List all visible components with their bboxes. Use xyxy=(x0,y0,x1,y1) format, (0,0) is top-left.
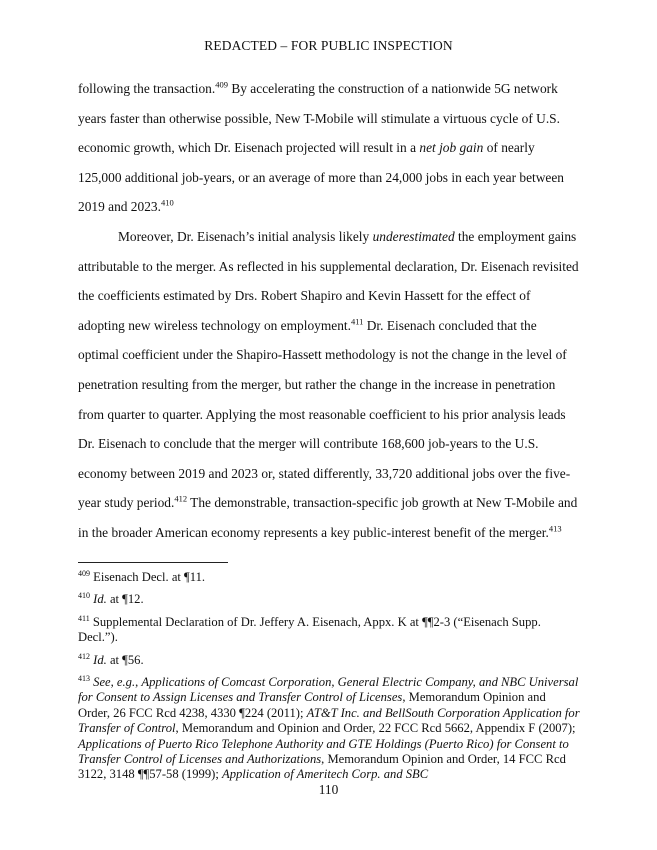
page-header: REDACTED – FOR PUBLIC INSPECTION xyxy=(204,38,453,53)
footnote-ref-410[interactable]: 410 xyxy=(160,197,174,208)
footnote-text: Eisenach Decl. at ¶11. xyxy=(90,570,206,584)
footnote-text: Supplemental Declaration of Dr. Jeffery A. Eisenach, Appx. K at ¶¶2-3 (“Eisenach Supp. Decl.”). xyxy=(78,614,541,645)
emphasis: Id. xyxy=(93,652,107,667)
case-citation: AT&T Inc. and BellSouth Corporation Application for Transfer of Control xyxy=(78,705,580,736)
emphasis: underestimated xyxy=(372,228,455,244)
emphasis: See, e.g. xyxy=(93,675,136,690)
case-citation: Applications of Puerto Rico Telephone Authority and GTE Holdings (Puerto Rico) for Consent to Transfer Control of Licenses and Authorizations xyxy=(78,736,569,767)
footnote-409 xyxy=(78,570,580,585)
text-run: Dr. Eisenach concluded that the optimal coefficient under the Shapiro-Hassett methodology is not the change in the level of penetration resulting from the merger, but rather the change in the increase in penetration from quarter to quarter. Applying the most reasonable coefficient to his prior analysis leads Dr. Eisenach to conclude that the merger will contribute 168,600 job-years to the U.S. economy between 2019 and 2023 or, stated differently, 33,720 additional jobs over the five-year study period. xyxy=(78,317,571,511)
footnote-text: , Memorandum Opinion and Order, 14 FCC Rcd 3122, 3148 ¶¶57-58 (1999); xyxy=(78,752,566,782)
footnote-ref-412[interactable]: 412 xyxy=(174,493,188,504)
text-run: the employment gains attributable to the merger. As reflected in his supplemental declaration, Dr. Eisenach revisited the coefficients estimated by Drs. Robert Shapiro and Kevin Hassett for the effect of adopting new wireless technology on employment. xyxy=(78,228,579,333)
page-number: 110 xyxy=(318,782,339,797)
text-run: The demonstrable, transaction-specific job growth at New T-Mobile and in the broader American economy represents a key public-interest benefit of the merger. xyxy=(78,495,578,540)
footnote-413 xyxy=(78,675,580,783)
footnote-divider xyxy=(78,562,228,563)
footnote-ref-411[interactable]: 411 xyxy=(350,316,364,327)
paragraph-2 xyxy=(78,222,580,548)
footnote-number: 412 xyxy=(78,651,90,661)
footnote-number: 409 xyxy=(78,568,90,578)
text-run: of nearly 125,000 additional job-years, or an average of more than 24,000 jobs in each year between 2019 and 2023. xyxy=(78,140,564,215)
footnote-ref-409[interactable]: 409 xyxy=(215,79,228,90)
footnote-number: 413 xyxy=(78,673,90,683)
footnote-411 xyxy=(78,615,580,646)
footnote-412 xyxy=(78,653,580,668)
case-citation: Applications of Comcast Corporation, General Electric Company, and NBC Universal for Consent to Assign Licenses and Transfer Control of Licenses xyxy=(78,675,579,705)
footnote-text: , Memorandum Opinion and Order, 26 FCC Rcd 4238, 4330 ¶224 (2011); xyxy=(78,690,546,720)
text-run: Moreover, Dr. Eisenach’s initial analysis likely xyxy=(118,228,373,244)
footnote-number: 411 xyxy=(78,613,90,623)
footnote-number: 410 xyxy=(78,591,90,601)
footnotes xyxy=(78,570,580,790)
footnote-410 xyxy=(78,592,580,607)
text-run: By accelerating the construction of a nationwide 5G network years faster than otherwise possible, New T-Mobile will stimulate a virtuous cycle of U.S. economic growth, which Dr. Eisenach projected will result in a xyxy=(78,81,560,156)
footnote-text: at ¶12. xyxy=(106,592,144,607)
emphasis: Id. xyxy=(93,592,107,607)
paragraph-1 xyxy=(78,74,580,222)
text-run: following the transaction. xyxy=(78,81,216,96)
footnote-ref-413[interactable]: 413 xyxy=(548,523,562,534)
footnote-text: , Memorandum and Opinion and Order, 22 FCC Rcd 5662, Appendix F (2007); xyxy=(175,721,576,736)
case-citation: Application of Ameritech Corp. and SBC xyxy=(222,767,429,782)
emphasis: net job gain xyxy=(419,140,484,156)
body-text xyxy=(78,74,580,548)
footnote-text: , xyxy=(135,675,142,690)
footnote-text: at ¶56. xyxy=(106,652,144,667)
